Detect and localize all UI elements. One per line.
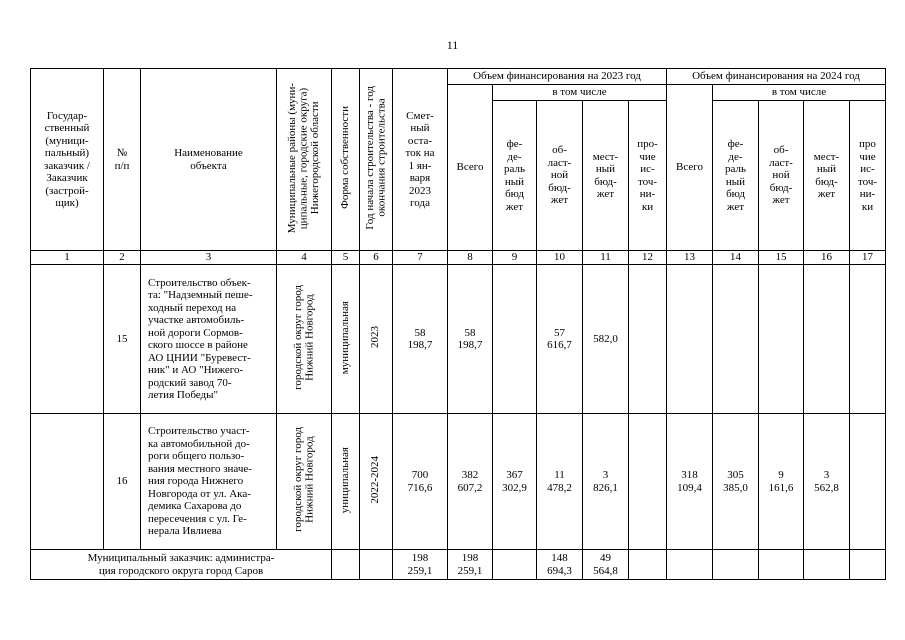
header-regional-2023: об- ласт- ной бюд- жет <box>537 101 583 251</box>
column-number: 4 <box>277 251 332 265</box>
header-local-2024: мест- ный бюд- жет <box>804 101 850 251</box>
district-text: городской округ город Нижний Новгород <box>291 284 315 390</box>
column-number: 2 <box>104 251 141 265</box>
header-districts <box>277 69 332 251</box>
local-2023: 3 826,1 <box>583 414 629 550</box>
regional-2023: 57 616,7 <box>537 265 583 414</box>
footer-federal-2023 <box>493 550 537 580</box>
footer-empty <box>332 550 360 580</box>
column-number: 12 <box>629 251 667 265</box>
total-2024 <box>667 265 713 414</box>
header-total-2023: Всего <box>448 85 493 251</box>
footer-total-2024 <box>667 550 713 580</box>
header-ownership-text: Форма собственности <box>338 106 351 210</box>
object-name: Строительство участ- ка автомобильной до- роги общего пользо- вания местного значе- ния города Нижнего Новгорода от ул. Ака- демика Сахарова до пересечения с ул. Ге- нерала Ивлиева <box>141 414 277 550</box>
row-number: 15 <box>104 265 141 414</box>
header-customer: Государ- ственный (муници- пальный) заказчик / Заказчик (застрой- щик) <box>31 69 104 251</box>
column-number: 3 <box>141 251 277 265</box>
other-2024 <box>850 265 886 414</box>
footer-empty <box>360 550 393 580</box>
column-numbers-row <box>31 251 886 265</box>
header-other-2024: про чие ис- точ- ни- ки <box>850 101 886 251</box>
local-2023: 582,0 <box>583 265 629 414</box>
federal-2024 <box>713 265 759 414</box>
table-row <box>31 414 886 550</box>
column-number: 15 <box>759 251 804 265</box>
header-years <box>360 69 393 251</box>
column-number: 7 <box>393 251 448 265</box>
district-text: городской округ город Нижний Новгород <box>291 427 315 533</box>
header-other-2023: про- чие ис- точ- ни- ки <box>629 101 667 251</box>
column-number: 11 <box>583 251 629 265</box>
federal-2024: 305 385,0 <box>713 414 759 550</box>
column-number: 17 <box>850 251 886 265</box>
footer-other-2023 <box>629 550 667 580</box>
column-number: 16 <box>804 251 850 265</box>
district-cell <box>277 414 332 550</box>
header-federal-2023: фе- де- раль ный бюд жет <box>493 101 537 251</box>
financing-table <box>30 68 886 580</box>
regional-2023: 11 478,2 <box>537 414 583 550</box>
header-object-name: Наименование объекта <box>141 69 277 251</box>
customer-cell <box>31 265 104 414</box>
total-2023: 382 607,2 <box>448 414 493 550</box>
header-regional-2024: об- ласт- ной бюд- жет <box>759 101 804 251</box>
estimated-balance: 58 198,7 <box>393 265 448 414</box>
header-including-2023: в том числе <box>493 85 667 101</box>
federal-2023: 367 302,9 <box>493 414 537 550</box>
footer-estimated-balance: 198 259,1 <box>393 550 448 580</box>
footer-customer-label: Муниципальный заказчик: администра- ция городского округа город Саров <box>31 550 332 580</box>
header-including-2024: в том числе <box>713 85 886 101</box>
footer-regional-2023: 148 694,3 <box>537 550 583 580</box>
header-row-number: № п/п <box>104 69 141 251</box>
footer-regional-2024 <box>759 550 804 580</box>
header-federal-2024: фе- де- раль ный бюд жет <box>713 101 759 251</box>
other-2023 <box>629 265 667 414</box>
table-row <box>31 265 886 414</box>
years-cell <box>360 414 393 550</box>
ownership-text: униципальная <box>338 446 351 513</box>
years-text: 2023 <box>369 326 382 349</box>
federal-2023 <box>493 265 537 414</box>
regional-2024: 9 161,6 <box>759 414 804 550</box>
other-2024 <box>850 414 886 550</box>
column-number: 8 <box>448 251 493 265</box>
total-2024: 318 109,4 <box>667 414 713 550</box>
footer-federal-2024 <box>713 550 759 580</box>
footer-local-2024 <box>804 550 850 580</box>
customer-cell <box>31 414 104 550</box>
column-number: 1 <box>31 251 104 265</box>
header-ownership <box>332 69 360 251</box>
years-text: 2022-2024 <box>369 455 382 504</box>
total-2023: 58 198,7 <box>448 265 493 414</box>
column-number: 6 <box>360 251 393 265</box>
column-number: 5 <box>332 251 360 265</box>
header-funding-2023: Объем финансирования на 2023 год <box>448 69 667 85</box>
column-number: 10 <box>537 251 583 265</box>
footer-local-2023: 49 564,8 <box>583 550 629 580</box>
ownership-cell <box>332 265 360 414</box>
row-number: 16 <box>104 414 141 550</box>
ownership-text: муниципальная <box>338 300 351 374</box>
years-cell <box>360 265 393 414</box>
header-years-text: Год начала строительства - год окончания строительства <box>363 85 387 230</box>
other-2023 <box>629 414 667 550</box>
estimated-balance: 700 716,6 <box>393 414 448 550</box>
header-funding-2024: Объем финансирования на 2024 год <box>667 69 886 85</box>
footer-other-2024 <box>850 550 886 580</box>
object-name: Строительство объек- та: "Надземный пеше- ходный переход на участке автомобиль- ной дороги Сормов- ского шоссе в районе АО ЦНИИ "Буревест- ник" и АО "Нижего- родский завод 70- летия Победы" <box>141 265 277 414</box>
local-2024: 3 562,8 <box>804 414 850 550</box>
header-estimated-balance: Смет- ный оста- ток на 1 ян- варя 2023 года <box>393 69 448 251</box>
district-cell <box>277 265 332 414</box>
local-2024 <box>804 265 850 414</box>
footer-total-2023: 198 259,1 <box>448 550 493 580</box>
column-number: 14 <box>713 251 759 265</box>
footer-row <box>31 550 886 580</box>
column-number: 9 <box>493 251 537 265</box>
header-total-2024: Всего <box>667 85 713 251</box>
header-districts-text: Муниципальные районы (муни- ципальные, городские округа) Нижегородской области <box>285 82 321 233</box>
ownership-cell <box>332 414 360 550</box>
page-number: 11 <box>446 38 459 52</box>
header-local-2023: мест- ный бюд- жет <box>583 101 629 251</box>
column-number: 13 <box>667 251 713 265</box>
regional-2024 <box>759 265 804 414</box>
